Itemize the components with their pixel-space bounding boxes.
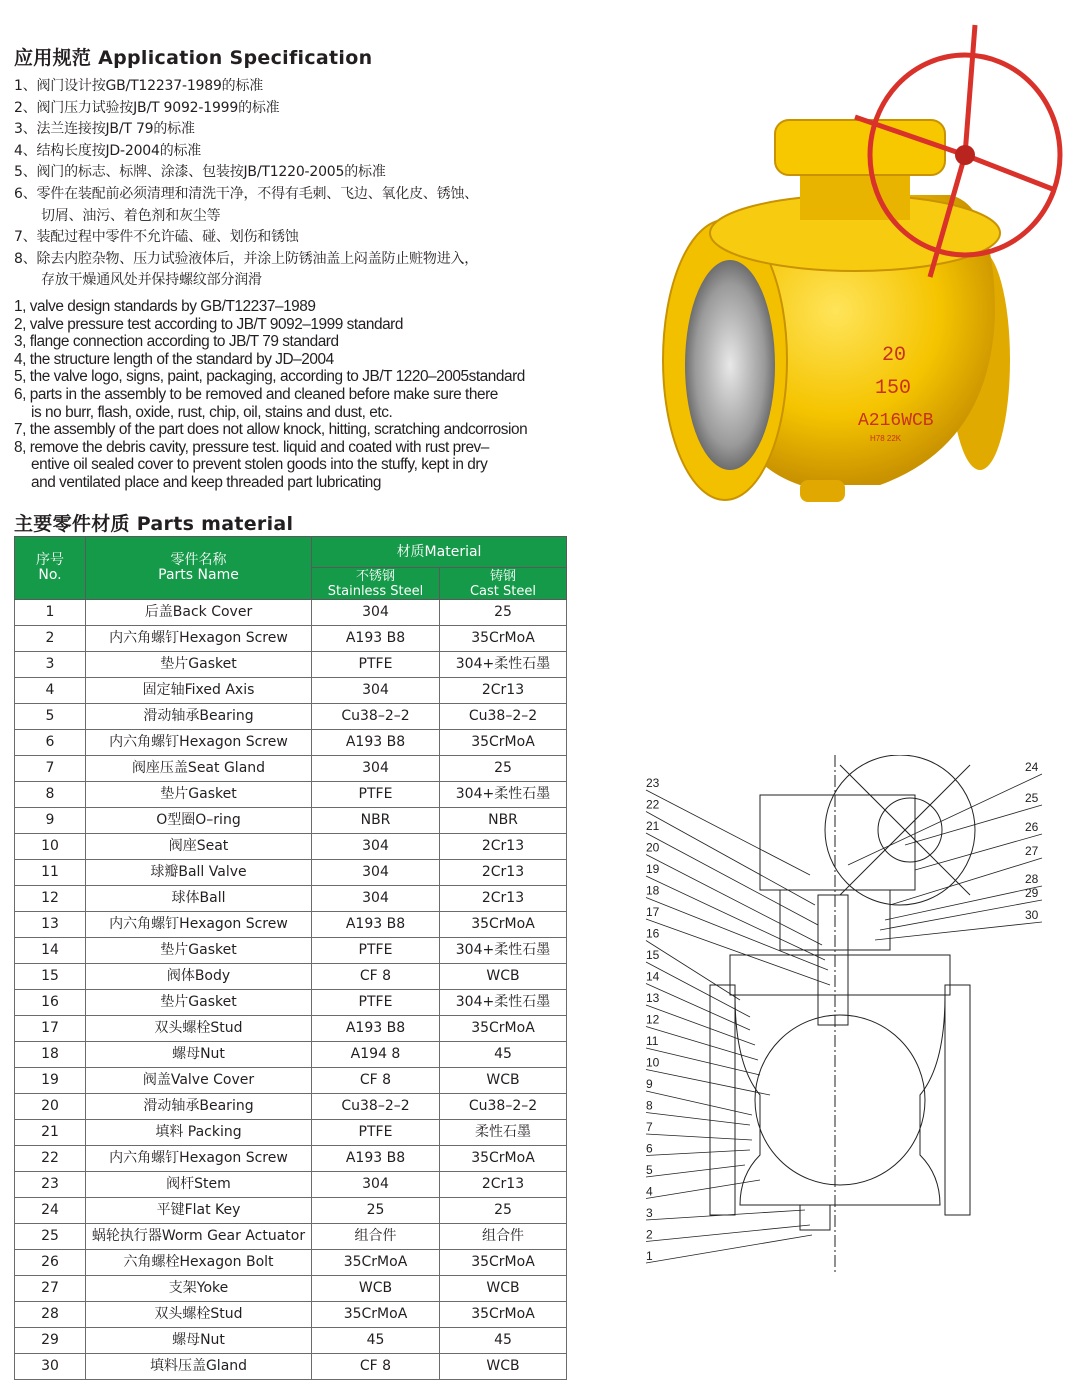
leader-line: [646, 855, 822, 946]
row-cast: WCB: [440, 1068, 567, 1094]
row-stainless: 25: [312, 1198, 440, 1224]
table-row: [15, 990, 567, 1016]
handwheel-outline: [825, 755, 975, 905]
row-no: 24: [15, 1198, 86, 1224]
row-name: 垫片Gasket: [86, 990, 312, 1016]
leader-line: [646, 1225, 810, 1242]
row-stainless: 304: [312, 678, 440, 704]
row-cast: 35CrMoA: [440, 1250, 567, 1276]
row-name: 螺母Nut: [86, 1042, 312, 1068]
leader-line: [646, 1113, 750, 1126]
row-stainless: CF 8: [312, 1354, 440, 1380]
spec-cn-item: 5、阀门的标志、标牌、涂漆、包装按JB/T1220-2005的标准: [14, 164, 386, 181]
row-name: 球体Ball: [86, 886, 312, 912]
spec-cn-item: 7、装配过程中零件不允许磕、碰、划伤和锈蚀: [14, 229, 299, 246]
row-cast: 组合件: [440, 1224, 567, 1250]
header-cast: [440, 568, 567, 600]
spec-en-item: and ventilated place and keep threaded part lubricating: [31, 473, 382, 491]
row-cast: 35CrMoA: [440, 912, 567, 938]
row-name: 球瓣Ball Valve: [86, 860, 312, 886]
row-no: 21: [15, 1120, 86, 1146]
row-stainless: PTFE: [312, 938, 440, 964]
row-no: 19: [15, 1068, 86, 1094]
row-no: 7: [15, 756, 86, 782]
part-label: 26: [1025, 820, 1039, 834]
row-no: 12: [15, 886, 86, 912]
row-cast: NBR: [440, 808, 567, 834]
row-no: 6: [15, 730, 86, 756]
row-cast: 304+柔性石墨: [440, 782, 567, 808]
part-label: 8: [646, 1098, 653, 1113]
row-cast: 304+柔性石墨: [440, 938, 567, 964]
part-label: 19: [646, 862, 660, 876]
spec-cn-item: 6、零件在装配前必须清理和清洗干净，不得有毛刺、飞边、氧化皮、锈蚀、: [14, 185, 479, 202]
row-name: 六角螺栓Hexagon Bolt: [86, 1250, 312, 1276]
leader-line: [875, 922, 1042, 940]
row-cast: WCB: [440, 1276, 567, 1302]
part-label: 28: [1025, 872, 1039, 886]
table-row: [15, 756, 567, 782]
row-stainless: 45: [312, 1328, 440, 1354]
header-no: [15, 537, 86, 600]
row-stainless: 35CrMoA: [312, 1302, 440, 1328]
row-stainless: 304: [312, 1172, 440, 1198]
leader-line: [646, 1210, 805, 1220]
row-cast: 2Cr13: [440, 860, 567, 886]
spec-en-item: 1, valve design standards by GB/T12237–1989: [14, 298, 316, 315]
spec-title: 应用规范 Application Specification: [14, 47, 373, 69]
row-name: 内六角螺钉Hexagon Screw: [86, 730, 312, 756]
row-stainless: A193 B8: [312, 912, 440, 938]
row-name: 阀杆Stem: [86, 1172, 312, 1198]
part-label: 1: [646, 1249, 653, 1263]
row-no: 17: [15, 1016, 86, 1042]
row-name: 固定轴Fixed Axis: [86, 678, 312, 704]
section-svg: [640, 755, 1050, 1275]
row-no: 26: [15, 1250, 86, 1276]
row-name: 阀座Seat: [86, 834, 312, 860]
leader-line: [905, 805, 1042, 845]
part-label: 21: [646, 819, 660, 833]
part-label: 18: [646, 883, 660, 898]
part-label: 10: [646, 1055, 660, 1070]
row-stainless: A194 8: [312, 1042, 440, 1068]
wheel-hub: [955, 145, 975, 165]
row-stainless: CF 8: [312, 1068, 440, 1094]
table-row: [15, 1146, 567, 1172]
table-row: [15, 1172, 567, 1198]
marking-class: 150: [875, 377, 912, 400]
row-no: 4: [15, 678, 86, 704]
row-stainless: PTFE: [312, 990, 440, 1016]
leader-line: [646, 1027, 758, 1061]
spec-cn-item: 切屑、油污、着色剂和灰尘等: [41, 207, 221, 224]
gear-outline: [878, 798, 942, 862]
row-stainless: A193 B8: [312, 730, 440, 756]
spec-cn-item: 存放干燥通风处并保持螺纹部分润滑: [41, 272, 262, 289]
row-stainless: 304: [312, 756, 440, 782]
stem-outline: [818, 895, 848, 1025]
part-label: 4: [646, 1184, 653, 1199]
row-cast: WCB: [440, 964, 567, 990]
part-label: 20: [646, 840, 660, 855]
row-name: 支架Yoke: [86, 1276, 312, 1302]
parts-title: 主要零件材质 Parts material: [14, 513, 294, 535]
leader-lines: [646, 774, 1042, 1263]
spec-en-item: entive oil sealed cover to prevent stolen goods into the stuffy, kept in dry: [31, 456, 488, 474]
table-row: [15, 886, 567, 912]
table-row: [15, 1016, 567, 1042]
table-row: [15, 1042, 567, 1068]
bottom-boss: [800, 480, 845, 502]
row-name: 内六角螺钉Hexagon Screw: [86, 626, 312, 652]
row-cast: Cu38–2–2: [440, 704, 567, 730]
part-label: 22: [646, 797, 660, 812]
header-cast-cn: 铸钢: [489, 568, 516, 584]
row-name: 平键Flat Key: [86, 1198, 312, 1224]
row-cast: 35CrMoA: [440, 626, 567, 652]
leader-line: [646, 941, 740, 1001]
spec-cn-item: 3、法兰连接按JB/T 79的标准: [14, 121, 195, 138]
part-label: 15: [646, 948, 660, 962]
row-name: O型圈O–ring: [86, 808, 312, 834]
row-no: 22: [15, 1146, 86, 1172]
row-name: 内六角螺钉Hexagon Screw: [86, 912, 312, 938]
table-row: [15, 730, 567, 756]
part-labels: [646, 760, 1039, 1263]
table-row: [15, 782, 567, 808]
part-label: 16: [646, 926, 660, 941]
row-cast: 2Cr13: [440, 886, 567, 912]
spec-cn-item: 2、阀门压力试验按JB/T 9092-1999的标准: [14, 99, 280, 116]
row-cast: 35CrMoA: [440, 730, 567, 756]
leader-line: [646, 876, 825, 960]
row-no: 25: [15, 1224, 86, 1250]
row-stainless: Cu38–2–2: [312, 1094, 440, 1120]
row-name: 双头螺栓Stud: [86, 1016, 312, 1042]
row-name: 螺母Nut: [86, 1328, 312, 1354]
part-label: 11: [646, 1034, 659, 1048]
row-no: 11: [15, 860, 86, 886]
row-cast: 35CrMoA: [440, 1016, 567, 1042]
spec-cn-item: 8、除去内腔杂物、压力试验液体后，并涂上防锈油盖上闷盖防止赃物进入，: [14, 250, 479, 267]
row-stainless: 304: [312, 600, 440, 626]
leader-line: [848, 774, 1042, 865]
row-cast: WCB: [440, 1354, 567, 1380]
row-name: 双头螺栓Stud: [86, 1302, 312, 1328]
part-label: 5: [646, 1163, 653, 1177]
row-name: 滑动轴承Bearing: [86, 704, 312, 730]
part-label: 23: [646, 776, 660, 790]
row-name: 阀座压盖Seat Gland: [86, 756, 312, 782]
part-label: 6: [646, 1141, 653, 1156]
row-no: 9: [15, 808, 86, 834]
row-no: 15: [15, 964, 86, 990]
row-no: 18: [15, 1042, 86, 1068]
row-no: 29: [15, 1328, 86, 1354]
leader-line: [646, 1134, 752, 1140]
leader-line: [646, 1180, 760, 1199]
part-label: 14: [646, 969, 660, 984]
table-row: [15, 1302, 567, 1328]
leader-line: [646, 1150, 750, 1156]
row-cast: 304+柔性石墨: [440, 652, 567, 678]
section-outline: [710, 755, 975, 1275]
row-cast: Cu38–2–2: [440, 1094, 567, 1120]
row-cast: 2Cr13: [440, 834, 567, 860]
row-cast: 35CrMoA: [440, 1302, 567, 1328]
table-row: [15, 964, 567, 990]
row-cast: 45: [440, 1328, 567, 1354]
part-label: 24: [1025, 760, 1039, 774]
header-stainless: [312, 568, 440, 600]
row-no: 27: [15, 1276, 86, 1302]
row-no: 23: [15, 1172, 86, 1198]
row-no: 28: [15, 1302, 86, 1328]
table-row: [15, 1198, 567, 1224]
table-row: [15, 1120, 567, 1146]
bore: [685, 260, 775, 470]
gearbox: [775, 120, 945, 175]
row-stainless: 304: [312, 886, 440, 912]
header-material: 材质Material: [312, 537, 567, 568]
row-no: 3: [15, 652, 86, 678]
row-cast: 45: [440, 1042, 567, 1068]
table-row: [15, 1354, 567, 1380]
spec-en-list: [14, 298, 574, 492]
row-no: 1: [15, 600, 86, 626]
row-stainless: CF 8: [312, 964, 440, 990]
body-outline: [735, 995, 945, 1205]
leader-line: [646, 790, 810, 875]
table-row: [15, 938, 567, 964]
ball-outline: [755, 1015, 925, 1185]
header-cast-en: Cast Steel: [469, 583, 536, 599]
row-cast: 25: [440, 1198, 567, 1224]
row-name: 后盖Back Cover: [86, 600, 312, 626]
header-name-cn: 零件名称: [170, 552, 227, 568]
row-name: 阀盖Valve Cover: [86, 1068, 312, 1094]
row-cast: 25: [440, 756, 567, 782]
leader-line: [915, 834, 1042, 870]
part-label: 3: [646, 1206, 653, 1220]
wheel-spoke: [965, 155, 1055, 190]
row-no: 2: [15, 626, 86, 652]
row-stainless: 304: [312, 834, 440, 860]
valve-photo: [650, 15, 1070, 510]
header-name: [86, 537, 312, 600]
spec-en-item: 4, the structure length of the standard by JD–2004: [14, 350, 334, 368]
row-stainless: Cu38–2–2: [312, 704, 440, 730]
row-name: 填料压盖Gland: [86, 1354, 312, 1380]
table-row: [15, 1068, 567, 1094]
row-no: 8: [15, 782, 86, 808]
header-no-cn: 序号: [36, 552, 64, 568]
marking-size: 20: [882, 344, 907, 367]
table-row: [15, 1276, 567, 1302]
row-no: 13: [15, 912, 86, 938]
row-name: 阀体Body: [86, 964, 312, 990]
row-no: 16: [15, 990, 86, 1016]
bottom-boss-outline: [800, 1205, 830, 1230]
table-row: [15, 600, 567, 626]
row-cast: 35CrMoA: [440, 1146, 567, 1172]
row-stainless: 35CrMoA: [312, 1250, 440, 1276]
row-no: 10: [15, 834, 86, 860]
leader-line: [646, 812, 815, 906]
parts-table-body: [15, 600, 567, 1380]
part-label: 13: [646, 991, 660, 1005]
part-label: 9: [646, 1077, 653, 1091]
table-row: [15, 1094, 567, 1120]
row-stainless: A193 B8: [312, 1016, 440, 1042]
table-row: [15, 860, 567, 886]
header-name-en: Parts Name: [158, 567, 239, 583]
row-name: 内六角螺钉Hexagon Screw: [86, 1146, 312, 1172]
spec-en-item: 2, valve pressure test according to JB/T 9092–1999 standard: [14, 315, 403, 333]
leader-line: [646, 1091, 752, 1115]
part-label: 2: [646, 1227, 653, 1242]
row-stainless: 组合件: [312, 1224, 440, 1250]
marking-material: A216WCB: [858, 411, 934, 431]
leader-line: [646, 833, 818, 925]
part-label: 17: [646, 905, 660, 919]
part-label: 27: [1025, 844, 1039, 858]
part-label: 7: [646, 1120, 653, 1134]
table-row: [15, 808, 567, 834]
row-stainless: A193 B8: [312, 1146, 440, 1172]
table-row: [15, 626, 567, 652]
part-label: 29: [1025, 886, 1039, 900]
parts-table: [14, 536, 567, 1380]
row-stainless: WCB: [312, 1276, 440, 1302]
row-no: 5: [15, 704, 86, 730]
marking-sub: H78 22K: [870, 434, 902, 443]
leader-line: [646, 984, 750, 1031]
wheel-spoke: [965, 25, 975, 155]
gearbox-outline: [760, 795, 915, 890]
row-cast: 25: [440, 600, 567, 626]
cross-section-drawing: [640, 755, 1050, 1275]
row-name: 垫片Gasket: [86, 652, 312, 678]
table-row: [15, 1328, 567, 1354]
valve-illustration: [650, 15, 1070, 510]
table-row: [15, 704, 567, 730]
row-stainless: PTFE: [312, 652, 440, 678]
table-row: [15, 1250, 567, 1276]
spec-en-item: 3, flange connection according to JB/T 79 standard: [14, 333, 339, 351]
spec-cn-item: 4、结构长度按JD-2004的标准: [14, 142, 202, 159]
row-stainless: PTFE: [312, 782, 440, 808]
row-stainless: NBR: [312, 808, 440, 834]
row-name: 滑动轴承Bearing: [86, 1094, 312, 1120]
table-row: [15, 652, 567, 678]
left-flange-outline: [710, 985, 735, 1215]
spec-cn-list: [14, 76, 574, 292]
header-no-en: No.: [38, 567, 62, 583]
leader-line: [646, 919, 830, 985]
row-name: 垫片Gasket: [86, 938, 312, 964]
row-no: 20: [15, 1094, 86, 1120]
row-name: 垫片Gasket: [86, 782, 312, 808]
header-stainless-en: Stainless Steel: [327, 583, 424, 599]
spec-en-item: 8, remove the debris cavity, pressure test. liquid and coated with rust prev–: [14, 438, 489, 456]
table-row: [15, 1224, 567, 1250]
table-row: [15, 834, 567, 860]
row-cast: 2Cr13: [440, 1172, 567, 1198]
row-name: 蜗轮执行器Worm Gear Actuator: [86, 1224, 312, 1250]
spec-en-item: is no burr, flash, oxide, rust, chip, oil, stains and dust, etc.: [31, 403, 393, 421]
part-label: 25: [1025, 791, 1039, 805]
table-row: [15, 912, 567, 938]
row-stainless: 304: [312, 860, 440, 886]
spec-cn-item: 1、阀门设计按GB/T12237-1989的标准: [14, 78, 264, 94]
spec-en-item: 6, parts in the assembly to be removed and cleaned before make sure there: [14, 385, 498, 403]
row-stainless: A193 B8: [312, 626, 440, 652]
part-label: 12: [646, 1012, 660, 1027]
leader-line: [646, 962, 750, 1017]
row-cast: 柔性石墨: [440, 1120, 567, 1146]
row-no: 30: [15, 1354, 86, 1380]
row-no: 14: [15, 938, 86, 964]
row-cast: 304+柔性石墨: [440, 990, 567, 1016]
leader-line: [646, 1165, 745, 1177]
row-stainless: PTFE: [312, 1120, 440, 1146]
spec-en-item: 7, the assembly of the part does not allow knock, hitting, scratching andcorrosion: [14, 421, 528, 439]
row-name: 填料 Packing: [86, 1120, 312, 1146]
row-cast: 2Cr13: [440, 678, 567, 704]
part-label: 30: [1025, 908, 1039, 922]
spec-en-item: 5, the valve logo, signs, paint, packaging, according to JB/T 1220–2005standard: [14, 368, 525, 386]
header-stainless-cn: 不锈钢: [355, 568, 395, 584]
right-flange-outline: [945, 985, 970, 1215]
table-row: [15, 678, 567, 704]
